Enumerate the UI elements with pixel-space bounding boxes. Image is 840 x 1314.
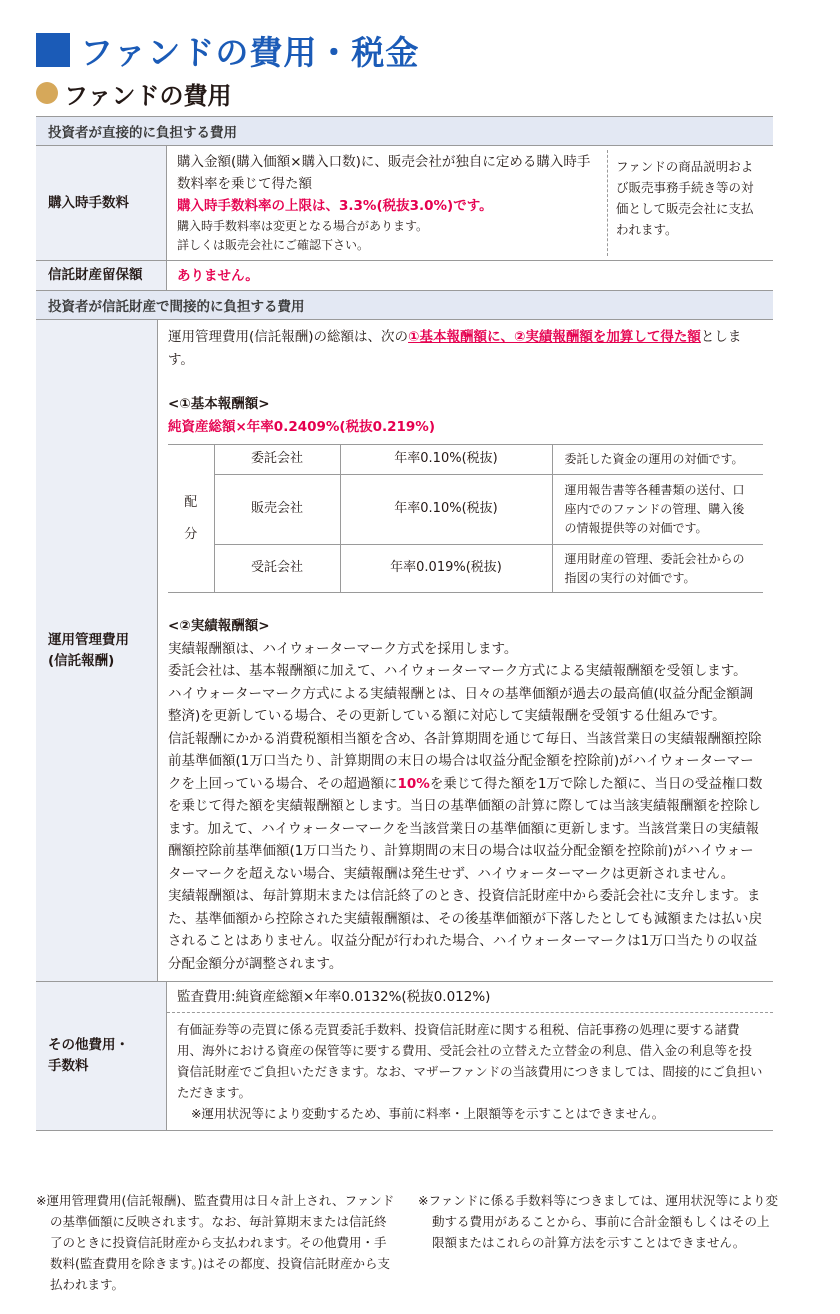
trust-reserve-row (36, 261, 773, 291)
distribution-party: 受託会社 (214, 545, 340, 593)
distribution-desc: 委託した資金の運用の対価です。 (552, 445, 763, 475)
performance-fee-para-3: ハイウォーターマーク方式による実績報酬とは、日々の基準価額が過去の最高値(収益分配金額調整済)を更新している場合、その更新している額に対応して実績報酬を受領する仕組みです。 (168, 685, 754, 724)
fee-distribution-table (168, 444, 763, 593)
section-subtitle: ファンドの費用 (64, 81, 232, 110)
other-fees-desc-block (167, 1013, 773, 1130)
performance-fee-para-4 (168, 728, 763, 886)
distribution-row (168, 545, 763, 593)
management-fee-row (36, 320, 773, 982)
page-title-row (36, 28, 419, 72)
distribution-rate: 年率0.10%(税抜) (340, 475, 552, 545)
other-fees-description: 有価証券等の売買に係る売買委託手数料、投資信託財産に関する租税、信託事務の処理に要する諸費用、海外における資産の保管等に要する費用、受託会社の立替えた立替金の利息、借入金の利息等を投資信託財産でご負担いただきます。なお、マザーファンドの当該費用につきましては、間接的にご負担いただきます。 (177, 1022, 763, 1100)
title-square-mark (36, 33, 70, 67)
para-4-text: 信託報酬にかかる消費税額相当額を含め、各計算期間を通じて毎日、当該営業日の実績報酬額控除前基準価額(1万口当たり、計算期間の末日の場合は収益分配金額を控除前)がハイウォーターマークを上回っている場合、その超過額に (168, 730, 762, 792)
distribution-party: 販売会社 (214, 475, 340, 545)
basic-fee-rate: 純資産総額×年率0.2409%(税抜0.219%) (168, 418, 436, 435)
indirect-cost-header: 投資者が信託財産で間接的に負担する費用 (36, 291, 773, 320)
purchase-fee-max-rate: 購入時手数料率の上限は、3.3%(税抜3.0%)です。 (177, 198, 493, 214)
page-title: ファンドの費用・税金 (80, 32, 420, 72)
other-fees-note: ※運用状況等により変動するため、事前に料率・上限額等を示すことはできません。 (191, 1106, 665, 1121)
section-subtitle-row (36, 76, 232, 110)
other-fees-label (36, 982, 167, 1130)
footnote-right (418, 1190, 778, 1253)
purchase-fee-note-2: 詳しくは販売会社にご確認下さい。 (177, 238, 370, 252)
distribution-header-1: 配 (184, 494, 198, 510)
distribution-row (168, 475, 763, 545)
para-4-tail: を乗じて得た額を1万で除した額に、当日の受益権口数を乗じて得た額を実績報酬額とします。当日の基準価額の計算に際しては当該実績報酬額を控除します。加えて、ハイウォーターマークを当該営業日の基準価額に更新します。当該営業日の実績報酬額控除前基準価額(1万口当たり、計算期間の末日の場合は収益分配金額を控除前)がハイウォーターマークを超えない場合、実績報酬は発生せず、ハイウォーターマークは更新されません。 (168, 775, 763, 882)
distribution-desc: 運用財産の管理、委託会社からの指図の実行の対価です。 (552, 545, 763, 593)
distribution-desc: 運用報告書等各種書類の送付、口座内でのファンドの管理、購入後の情報提供等の対価です。 (552, 475, 763, 545)
other-fees-label-line2: 手数料 (48, 1058, 89, 1074)
distribution-party: 委託会社 (214, 445, 340, 475)
audit-fee: 監査費用:純資産総額×年率0.0132%(税抜0.012%) (167, 982, 773, 1013)
distribution-row (168, 445, 763, 475)
intro-highlight: ①基本報酬額に、②実績報酬額を加算して得た額 (408, 329, 701, 345)
purchase-fee-row (36, 146, 773, 261)
distribution-rate: 年率0.019%(税抜) (340, 545, 552, 593)
footnote-left-text: ※運用管理費用(信託報酬)、監査費用は日々計上され、ファンドの基準価額に反映されます。なお、毎計算期末または信託終了のときに投資信託財産から支払われます。その他費用・手数料(監査費用を除きます。)はその都度、投資信託財産から支払われます。 (36, 1193, 395, 1292)
para-4-highlight: 10% (397, 775, 430, 792)
purchase-fee-side-note: ファンドの商品説明および販売事務手続き等の対価として販売会社に支払われます。 (607, 150, 773, 256)
other-fees-content (167, 982, 773, 1130)
direct-cost-header: 投資者が直接的に負担する費用 (36, 117, 773, 146)
management-fee-intro (168, 326, 763, 371)
trust-reserve-label: 信託財産留保額 (36, 261, 167, 290)
other-fees-row (36, 982, 773, 1131)
performance-fee-para-1: 実績報酬額は、ハイウォーターマーク方式を採用します。 (168, 640, 518, 657)
management-fee-label (36, 320, 158, 981)
bullet-dot-icon (36, 82, 58, 104)
distribution-header (168, 445, 214, 593)
management-fee-label-line2: (信託報酬) (48, 652, 115, 669)
purchase-fee-note-1: 購入時手数料率は変更となる場合があります。 (177, 219, 429, 233)
footnote-left (36, 1190, 396, 1295)
fee-table (36, 116, 773, 1131)
intro-tail: とします。 (168, 329, 742, 368)
basic-fee-heading: <①基本報酬額> (168, 396, 270, 412)
management-fee-label-line1: 運用管理費用 (48, 631, 129, 648)
performance-fee-heading: <②実績報酬額> (168, 618, 270, 634)
purchase-fee-label: 購入時手数料 (36, 146, 167, 260)
other-fees-label-line1: その他費用・ (48, 1037, 129, 1053)
management-fee-content (158, 320, 773, 981)
trust-reserve-value: ありません。 (177, 268, 259, 284)
performance-fee-para-2: 委託会社は、基本報酬額に加えて、ハイウォーターマーク方式による実績報酬額を受領します。 (168, 663, 747, 679)
intro-text: 運用管理費用(信託報酬)の総額は、次の (168, 329, 409, 345)
purchase-fee-description: 購入金額(購入価額×購入口数)に、販売会社が独自に定める購入時手数料率を乗じて得た額 (177, 154, 591, 192)
performance-fee-para-5: 実績報酬額は、毎計算期末または信託終了のとき、投資信託財産中から委託会社に支弁します。また、基準価額から控除された実績報酬額は、その後基準価額が下落したとしても減額または払い戻されることはありません。収益分配が行われた場合、ハイウォーターマークは1万口当たりの収益分配金額分が調整されます。 (168, 888, 762, 972)
distribution-header-2: 分 (184, 526, 198, 542)
footnote-right-text: ※ファンドに係る手数料等につきましては、運用状況等により変動する費用があることから、事前に合計金額もしくはその上限額またはこれらの計算方法を示すことはできません。 (418, 1193, 778, 1250)
purchase-fee-content (167, 146, 607, 260)
distribution-rate: 年率0.10%(税抜) (340, 445, 552, 475)
